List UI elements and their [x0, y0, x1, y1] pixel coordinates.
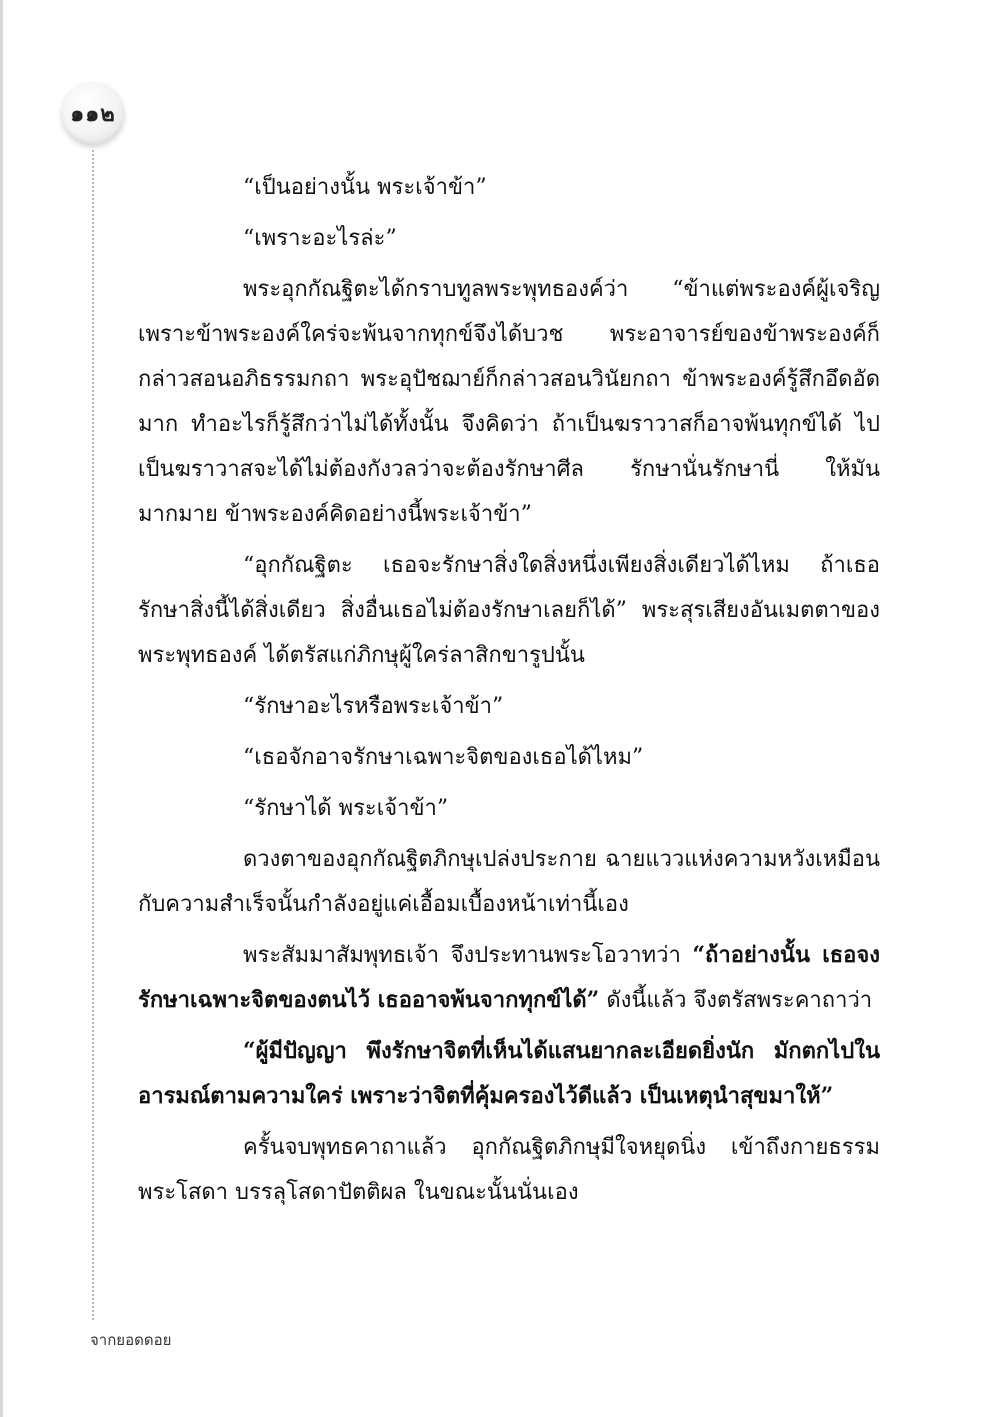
footer-book-title: จากยอดดอย: [90, 1331, 172, 1349]
verse-quote: “ผู้มีปัญญา พึงรักษาจิตที่เห็นได้แสนยากละเอียดยิ่งนัก มักตกไปในอารมณ์ตามความใคร่ เพราะว่าจิตที่คุ้มครองไว้ดีแล้ว เป็นเหตุนำสุขมาให้”: [138, 1038, 880, 1109]
teaching-outro: ดังนี้แล้ว จึงตรัสพระคาถาว่า: [599, 988, 873, 1013]
page-number-badge: [62, 82, 124, 144]
dialogue-line-5: “รักษาได้ พระเจ้าข้า”: [243, 796, 449, 821]
dialogue-line-3: “รักษาอะไรหรือพระเจ้าข้า”: [243, 694, 504, 719]
dialogue-line-1: “เป็นอย่างนั้น พระเจ้าข้า”: [243, 175, 487, 200]
teaching-intro: พระสัมมาสัมพุทธเจ้า จึงประทานพระโอวาทว่า: [243, 943, 693, 968]
page-number: ๑๑๒: [70, 101, 116, 127]
paragraph-monk-hope: ดวงตาของอุกกัณฐิตภิกษุเปล่งประกาย ฉายแววแห่งความหวังเหมือนกับความสำเร็จนั้นกำลังอยู่แค่เอื้อมเบื้องหน้าเท่านี้เอง: [138, 847, 880, 917]
body-text: [138, 165, 880, 1221]
paragraph-teaching: [138, 933, 880, 1023]
dialogue-line-2: “เพราะอะไรล่ะ”: [243, 226, 397, 251]
page-edge-rule: [0, 0, 3, 1417]
paragraph-buddha-question: “อุกกัณฐิตะ เธอจะรักษาสิ่งใดสิ่งหนึ่งเพียงสิ่งเดียวได้ไหม ถ้าเธอรักษาสิ่งนี้ได้สิ่งเดียว สิ่งอื่นเธอไม่ต้องรักษาเลยก็ได้” พระสุรเสียงอันเมตตาของพระพุทธองค์ ได้ตรัสแก่ภิกษุผู้ใคร่ลาสิกขารูปนั้น: [138, 553, 880, 668]
dotted-margin-guide: [92, 150, 94, 1320]
teaching-quote: “ถ้าอย่างนั้น เธอจงรักษาเฉพาะจิตของตนไว้ เธออาจพ้นจากทุกข์ได้”: [138, 942, 880, 1013]
paragraph-attainment: ครั้นจบพุทธคาถาแล้ว อุกกัณฐิตภิกษุมีใจหยุดนิ่ง เข้าถึงกายธรรมพระโสดา บรรลุโสดาปัตติผล ในขณะนั้นนั่นเอง: [138, 1135, 880, 1205]
paragraph-monk-reply: พระอุกกัณฐิตะได้กราบทูลพระพุทธองค์ว่า “ข้าแต่พระองค์ผู้เจริญ เพราะข้าพระองค์ใคร่จะพ้นจากทุกข์จึงได้บวช พระอาจารย์ของข้าพระองค์ก็กล่าวสอนอภิธรรมกถา พระอุปัชฌาย์ก็กล่าวสอนวินัยกถา ข้าพระองค์รู้สึกอึดอัดมาก ทำอะไรก็รู้สึกว่าไม่ได้ทั้งนั้น จึงคิดว่า ถ้าเป็นฆราวาสก็อาจพ้นทุกข์ได้ ไปเป็นฆราวาสจะได้ไม่ต้องกังวลว่าจะต้องรักษาศีล รักษานั่นรักษานี่ ให้มันมากมาย ข้าพระองค์คิดอย่างนี้พระเจ้าข้า”: [138, 277, 880, 527]
dialogue-line-4: “เธอจักอาจรักษาเฉพาะจิตของเธอได้ไหม”: [243, 745, 644, 770]
